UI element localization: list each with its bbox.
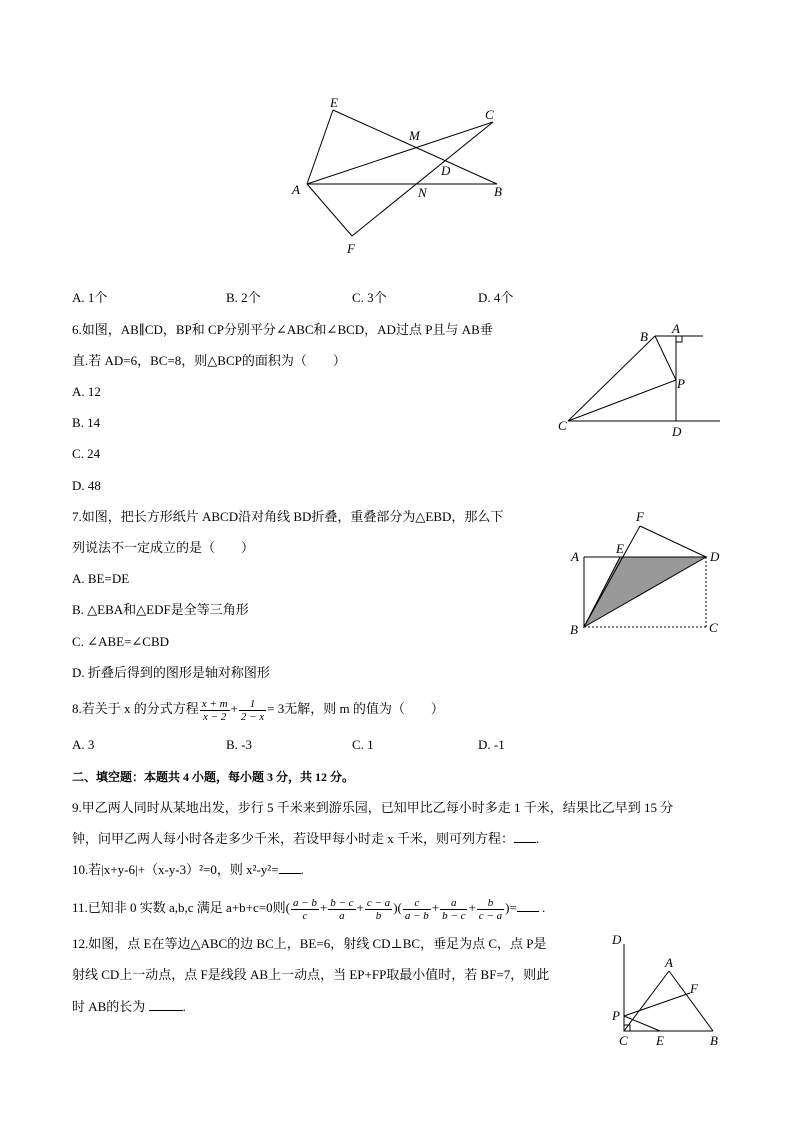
- q9-text-line1: 9.甲乙两人同时从某地出发，步行 5 千米来到游乐园，已知甲比乙每小时多走 1 千米，结果比乙早到 15 分: [72, 800, 674, 815]
- label-f: F: [636, 509, 644, 524]
- label-b: B: [640, 329, 648, 344]
- denominator: a − b: [404, 909, 429, 922]
- q5-option-d[interactable]: D. 4个: [478, 290, 514, 305]
- q7-option-a[interactable]: A. BE=DE: [72, 571, 130, 586]
- label-c: C: [709, 620, 718, 635]
- q5-option-c[interactable]: C. 3个: [352, 290, 387, 305]
- q6-option-d[interactable]: D. 48: [72, 478, 101, 493]
- q11-prefix: 11.已知非 0 实数 a,b,c 满足 a+b+c=0则: [72, 900, 286, 915]
- denominator: c − a: [478, 909, 503, 922]
- q9-end: .: [536, 831, 540, 846]
- q10-end: .: [300, 862, 304, 877]
- label-a: A: [292, 182, 300, 197]
- q8-option-a[interactable]: A. 3: [72, 737, 95, 752]
- q12-text-line2: 射线 CD上一动点，点 F是线段 AB上一动点，当 EP+FP取最小值时，若 BF=7，则此: [72, 967, 550, 982]
- label-e: E: [656, 1033, 664, 1048]
- frac2-numerator: 1: [239, 698, 266, 711]
- q11-end: .: [542, 900, 546, 915]
- q8-option-c[interactable]: C. 1: [352, 737, 374, 752]
- denominator: b: [375, 909, 382, 922]
- denominator: c: [302, 909, 308, 922]
- q7-option-d[interactable]: D. 折叠后得到的图形是轴对称图形: [72, 665, 270, 680]
- plus-sign: +: [230, 701, 238, 716]
- label-f: F: [347, 241, 355, 256]
- denominator: b − c: [442, 909, 466, 922]
- frac2-denominator: 2 − x: [240, 710, 265, 723]
- numerator: a: [440, 897, 467, 910]
- label-d: D: [441, 163, 451, 178]
- equals-three: = 3: [267, 701, 285, 716]
- q12-end: .: [182, 999, 186, 1014]
- line-pf: [624, 993, 690, 1016]
- label-d: D: [710, 549, 720, 564]
- q7-text-line1: 7.如图，把长方形纸片 ABCD沿对角线 BD折叠，重叠部分为△EBD，那么下: [72, 509, 504, 524]
- label-a: A: [571, 549, 579, 564]
- q11-text: 11.已知非 0 实数 a,b,c 满足 a+b+c=0则( $\frac{a - b}{c}$ + $\frac{b - c}{a}$ + $\frac{c - a}{b}$ )( $\frac{c}{a - b}$ + $\frac{a}{b - c}$ + $\frac{b}{c - a}$ )= .: [72, 896, 546, 922]
- q6-option-c[interactable]: C. 24: [72, 446, 101, 461]
- q6-text-line2: 直.若 AD=6，BC=8，则△BCP的面积为（ ）: [72, 353, 346, 368]
- label-c: C: [558, 418, 567, 433]
- q7-option-c[interactable]: C. ∠ABE=∠CBD: [72, 634, 170, 649]
- q9-line2-text: 钟，问甲乙两人每小时各走多少千米，若设甲每小时走 x 千米，则可列方程：: [72, 831, 515, 846]
- q5-option-a[interactable]: A. 1个: [72, 290, 108, 305]
- q12-line3-text: 时 AB的长为: [72, 999, 146, 1014]
- q8-prefix: 8.若关于 x 的分式方程: [72, 701, 199, 716]
- label-d: D: [612, 932, 622, 947]
- frac1-numerator: x + m: [201, 697, 228, 710]
- label-c: C: [619, 1033, 628, 1048]
- label-f: F: [690, 981, 698, 996]
- label-c: C: [485, 107, 494, 122]
- label-e: E: [616, 541, 624, 556]
- label-a: A: [665, 955, 673, 970]
- q6-text-line1: 6.如图，AB∥CD，BP和 CP分别平分∠ABC和∠BCD，AD过点 P且与 AB垂: [72, 322, 493, 337]
- numerator: b: [477, 897, 504, 910]
- q10-body: 10.若|x+y-6|+（x-y-3）²=0，则 x²-y²=: [72, 862, 279, 877]
- q7-text-line2: 列说法不一定成立的是（ ）: [72, 540, 255, 555]
- q6-option-a[interactable]: A. 12: [72, 384, 101, 399]
- label-b: B: [570, 622, 578, 637]
- q7-option-b[interactable]: B. △EBA和△EDF是全等三角形: [72, 602, 249, 617]
- section-2-heading: 二、填空题：本题共 4 小题，每小题 3 分，共 12 分。: [72, 770, 355, 784]
- numerator: c: [403, 897, 431, 910]
- q5-option-b[interactable]: B. 2个: [226, 290, 261, 305]
- numerator: c − a: [366, 896, 391, 909]
- label-b: B: [710, 1033, 718, 1048]
- q8-option-b[interactable]: B. -3: [226, 737, 252, 752]
- numerator: b − c: [330, 896, 354, 909]
- label-n: N: [418, 185, 427, 200]
- label-p: P: [612, 1008, 620, 1023]
- label-d: D: [672, 424, 682, 439]
- label-p: P: [677, 376, 685, 391]
- q8-suffix: 无解，则 m 的值为（ ）: [284, 701, 444, 716]
- label-a: A: [672, 321, 680, 336]
- q6-option-b[interactable]: B. 14: [72, 415, 101, 430]
- q11-equals: =: [509, 900, 517, 915]
- frac1-denominator: x − 2: [202, 710, 227, 723]
- q12-text-line1: 12.如图，点 E在等边△ABC的边 BC上，BE=6，射线 CD⊥BC，垂足为点 C，点 P是: [72, 936, 547, 951]
- label-m: M: [409, 128, 420, 143]
- label-e: E: [330, 95, 338, 110]
- denominator: a: [339, 909, 345, 922]
- q8-option-d[interactable]: D. -1: [478, 737, 505, 752]
- numerator: a − b: [292, 896, 317, 909]
- label-b: B: [494, 184, 502, 199]
- line-ba: [669, 971, 713, 1031]
- line-ac: [624, 971, 669, 1031]
